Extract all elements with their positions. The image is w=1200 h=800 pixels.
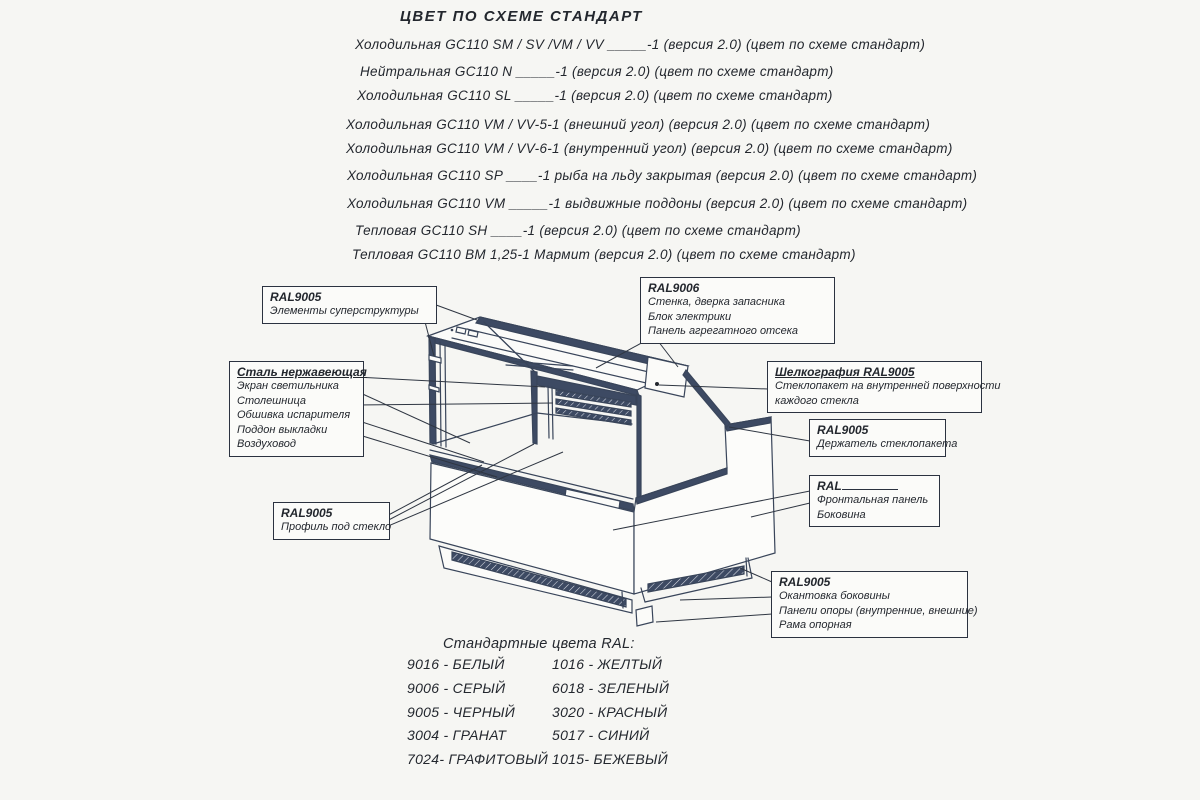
product-line: Нейтральная GC110 N _____-1 (версия 2.0) (цвет по схеме стандарт): [360, 64, 834, 79]
callout-item: Стеклопакет на внутренней поверхности: [775, 380, 1001, 392]
callout-glass-profile: [273, 502, 390, 540]
callout-item: Блок электрики: [648, 310, 732, 323]
middle-post: [531, 371, 537, 444]
product-line: Холодильная GC110 VM / VV-6-1 (внутренний угол) (версия 2.0) (цвет по схеме стандарт): [346, 141, 953, 156]
callout-stainless: [229, 361, 367, 457]
ral-entry: 1015- БЕЖЕВЫЙ: [552, 751, 668, 768]
callout-title: RAL9005: [270, 290, 322, 304]
ral-entry: 1016 - ЖЕЛТЫЙ: [552, 656, 663, 672]
product-line: Холодильная GC110 SM / SV /VM / VV _____-1 (версия 2.0) (цвет по схеме стандарт): [355, 37, 926, 52]
ral-entry: 9006 - СЕРЫЙ: [407, 679, 506, 696]
ral-entry: 9005 - ЧЕРНЫЙ: [407, 703, 516, 720]
canopy-end-plate: [645, 357, 688, 397]
product-line: Холодильная GC110 SL _____-1 (версия 2.0) (цвет по схеме стандарт): [357, 88, 833, 103]
page-title: ЦВЕТ ПО СХЕМЕ СТАНДАРТ: [400, 8, 643, 25]
silkscreen-marker-dot: [655, 382, 659, 386]
callout-item: Поддон выкладки: [237, 423, 328, 436]
product-line: Холодильная GC110 VM / VV-5-1 (внешний угол) (версия 2.0) (цвет по схеме стандарт): [346, 117, 931, 132]
callout-title: RAL9005: [817, 423, 869, 437]
ral-entry: 3020 - КРАСНЫЙ: [552, 703, 668, 720]
callout-item: Панели опоры (внутренние, внешние): [779, 604, 978, 617]
callout-item: Стенка, дверка запасника: [648, 296, 786, 308]
callout-title: RAL: [817, 479, 933, 493]
ral-table-title: Стандартные цвета RAL:: [443, 636, 635, 652]
callout-item: Элементы суперструктуры: [270, 305, 419, 317]
ral-entry: 5017 - СИНИЙ: [552, 727, 650, 744]
inner-wall-edge: [637, 394, 641, 500]
callout-item: Рама опорная: [779, 619, 852, 632]
callout-item: Обшивка испарителя: [237, 409, 351, 422]
callout-item: Столешница: [237, 394, 307, 407]
callout-title: RAL9005: [281, 506, 333, 520]
callout-item: Воздуховод: [237, 438, 296, 451]
callout-item: Фронтальная панель: [817, 494, 929, 506]
sloped-glass-edge: [683, 370, 730, 427]
callout-item: Профиль под стекло: [281, 521, 392, 533]
callout-base: [771, 571, 978, 638]
callout-item: Экран светильника: [237, 380, 339, 392]
callout-title: RAL9006: [648, 281, 700, 295]
support-foot: [636, 606, 653, 626]
product-line: Холодильная GC110 VM _____-1 выдвижные поддоны (версия 2.0) (цвет по схеме стандарт): [347, 196, 968, 211]
product-line: Тепловая GC110 BM 1,25-1 Мармит (версия 2.0) (цвет по схеме стандарт): [352, 247, 856, 262]
callout-title: Сталь нержавеющая: [237, 365, 367, 379]
side-panel: [634, 370, 775, 594]
callout-title: Шелкография RAL9005: [775, 365, 915, 379]
callout-item: Панель агрегатного отсека: [648, 325, 799, 338]
callout-item: Боковина: [817, 508, 866, 521]
callout-silkscreen: [767, 361, 1001, 413]
callout-glass-holder: [809, 419, 958, 457]
ral-entry: 7024- ГРАФИТОВЫЙ: [407, 751, 549, 768]
callout-item: Окантовка боковины: [779, 590, 890, 602]
ral-entry: 9016 - БЕЛЫЙ: [407, 656, 505, 672]
callout-title: RAL9005: [779, 575, 831, 589]
ral-entry: 6018 - ЗЕЛЕНЫЙ: [552, 679, 670, 696]
blank-line: [842, 479, 898, 490]
callout-rear-compartment: [640, 277, 835, 344]
callout-item: Держатель стеклопакета: [817, 438, 958, 450]
callout-superstructure: [262, 286, 437, 324]
callout-item: каждого стекла: [775, 394, 859, 407]
callout-front-side: [809, 475, 940, 527]
product-line: Тепловая GC110 SH ____-1 (версия 2.0) (цвет по схеме стандарт): [355, 223, 801, 238]
ral-entry: 3004 - ГРАНАТ: [407, 727, 507, 744]
product-line: Холодильная GC110 SP ____-1 рыба на льду закрытая (версия 2.0) (цвет по схеме стандарт): [347, 168, 978, 183]
